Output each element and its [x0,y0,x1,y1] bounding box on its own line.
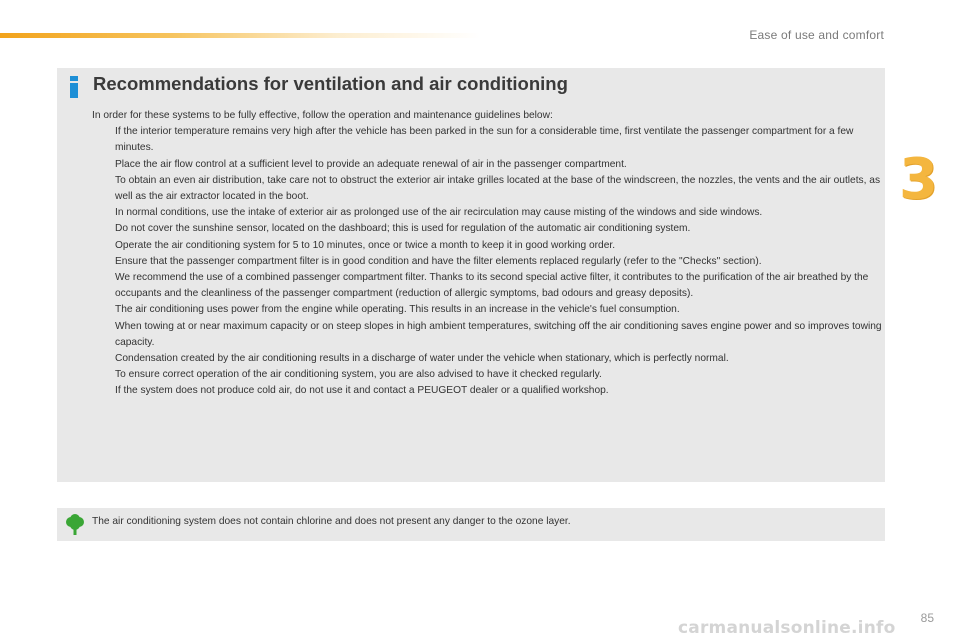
recommendation-item [92,173,882,205]
eco-note-box [57,508,885,541]
info-intro: In order for these systems to be fully effective, follow the operation and maintenance guidelines below: [92,110,553,121]
watermark: carmanualsonline.info [678,618,896,638]
header-accent-bar [0,33,480,38]
recommendation-item [92,302,882,318]
recommendation-item [92,383,882,399]
recommendation-note: When towing at or near maximum capacity or on steep slopes in high ambient temperatures, switching off the air conditioning saves engine power and so improves towing capacity. [115,320,882,348]
recommendation-note: Condensation created by the air conditioning results in a discharge of water under the vehicle when stationary, which is perfectly normal. [115,353,729,365]
recommendation-item [92,221,882,237]
recommendation-list [92,124,882,399]
page-number: 85 [920,611,934,625]
recommendation-item [92,238,882,254]
recommendation-item [92,124,882,156]
recommendation-text: To obtain an even air distribution, take care not to obstruct the exterior air intake grilles located at the base of the windscreen, the nozzles, the vents and the air outlets, as well as the air extractor located in the boot. [115,174,881,203]
recommendation-text: If the interior temperature remains very high after the vehicle has been parked in the sun for a considerable time, first ventilate the passenger compartment for a few minutes. [115,126,854,154]
info-box-title: Recommendations for ventilation and air conditioning [93,73,568,94]
recommendation-text: If the system does not produce cold air, do not use it and contact a PEUGEOT dealer or a qualified workshop. [115,385,609,397]
recommendations-info-box [57,68,885,482]
recommendation-text: Operate the air conditioning system for 5 to 10 minutes, once or twice a month to keep it in good working order. [115,239,616,251]
recommendation-item [92,254,882,270]
section-header: Ease of use and comfort [749,28,884,42]
recommendation-text: Do not cover the sunshine sensor, located on the dashboard; this is used for regulation of the automatic air conditioning system. [115,223,691,235]
recommendation-item [92,205,882,221]
eco-note-text: The air conditioning system does not contain chlorine and does not present any danger to the ozone layer. [92,516,571,527]
recommendation-text: To ensure correct operation of the air conditioning system, you are also advised to have it checked regularly. [115,369,602,381]
recommendation-note: Place the air flow control at a sufficient level to provide an adequate renewal of air in the passenger compartment. [115,158,627,170]
chapter-number: 3 [899,147,938,212]
info-icon [67,76,81,98]
recommendation-text: Ensure that the passenger compartment filter is in good condition and have the filter elements replaced regularly (refer to the "Checks" section). [115,255,762,267]
info-box-body [92,108,882,400]
recommendation-text: In normal conditions, use the intake of exterior air as prolonged use of the air recirculation may cause misting of the windows and side windows. [115,207,763,219]
tree-icon [64,514,86,536]
recommendation-text: The air conditioning uses power from the engine while operating. This results in an increase in the vehicle's fuel consumption. [115,304,680,316]
recommendation-item [92,367,882,383]
recommendation-note: We recommend the use of a combined passenger compartment filter. Thanks to its second special active filter, it contributes to the purification of the air breathed by the occupants and the cleanliness of the passenger compartment (reduction of allergic symptoms, bad odours and greasy deposits). [115,272,869,300]
